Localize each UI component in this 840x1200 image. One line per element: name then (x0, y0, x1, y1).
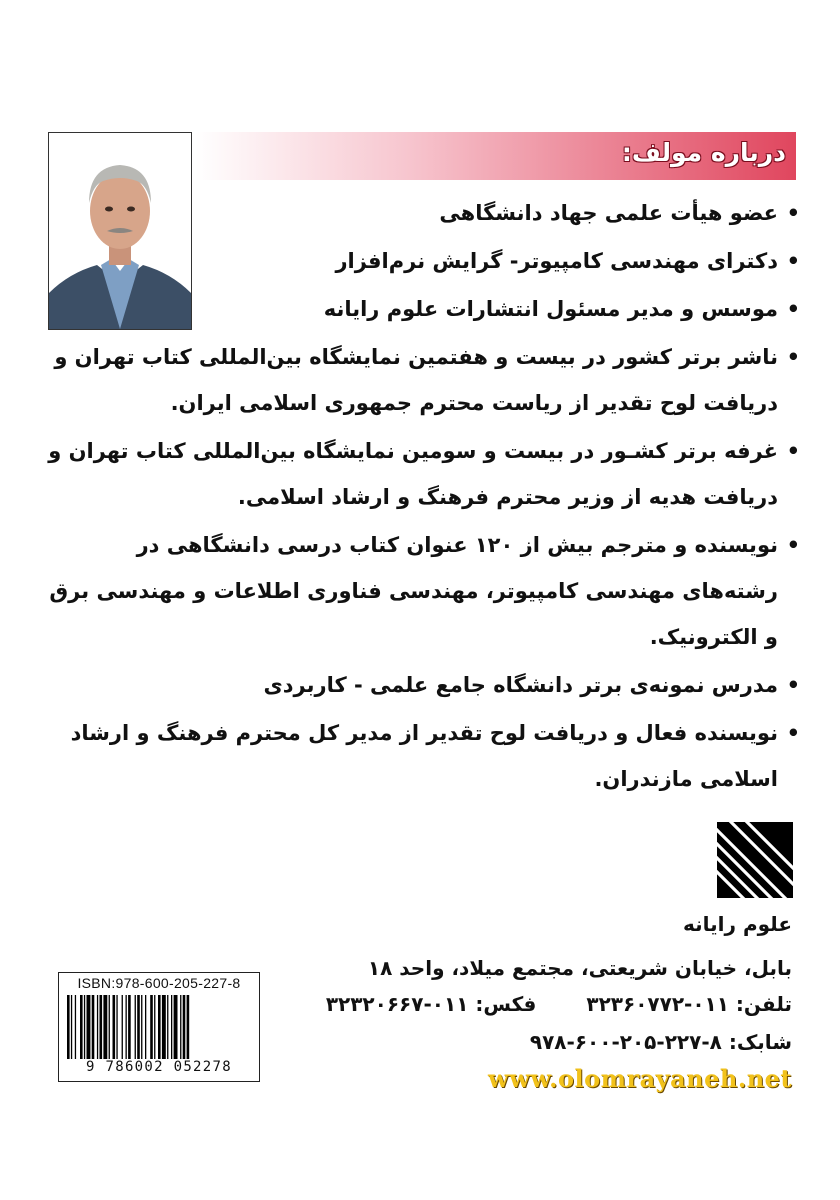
barcode-bar (162, 995, 166, 1059)
barcode-bar (183, 995, 186, 1059)
barcode-bar (135, 995, 136, 1059)
barcode-bar (80, 995, 83, 1059)
barcode-bar (103, 995, 107, 1059)
barcode-bars (65, 995, 253, 1059)
barcode-bar (122, 995, 123, 1059)
barcode-bar (171, 995, 172, 1059)
barcode-bar (87, 995, 91, 1059)
publisher-website[interactable]: www.olomrayaneh.net (488, 1064, 792, 1093)
barcode-bar (154, 995, 155, 1059)
bio-item: • ناشر برتر کشور در بیست و هفتمین نمایشگاه بین‌المللی کتاب تهران و دریافت لوح تقدیر از ریاست محترم جمهوری اسلامی ایران. (40, 334, 800, 426)
barcode-bar (167, 995, 168, 1059)
barcode-bar (128, 995, 131, 1059)
bio-item: • دکترای مهندسی کامپیوتر- گرایش نرم‌افزار (40, 238, 800, 284)
about-author-title: درباره مولف: (621, 138, 786, 167)
barcode-bar (141, 995, 142, 1059)
bio-item: • غرفه برتر کشـور در بیست و سومین نمایشگاه بین‌المللی کتاب تهران و دریافت هدیه از وزیر محترم فرهنگ و ارشاد اسلامی. (40, 428, 800, 520)
bio-item: • نویسنده فعال و دریافت لوح تقدیر از مدیر کل محترم فرهنگ و ارشاد اسلامی مازندران. (40, 710, 800, 802)
barcode-bar (116, 995, 117, 1059)
barcode-bar (67, 995, 70, 1059)
barcode-bar (158, 995, 161, 1059)
barcode-bar (145, 995, 146, 1059)
barcode-bar (150, 995, 153, 1059)
publisher-fax: فکس: ۰۱۱-۳۲۳۲۰۶۶۷ (325, 992, 537, 1016)
barcode-bar (113, 995, 116, 1059)
publisher-isbn: شابک: ۸-۲۲۷-۲۰۵-۶۰۰-۹۷۸ (529, 1030, 792, 1054)
isbn-label: ISBN:978-600-205-227-8 (77, 975, 241, 991)
bio-item: • نویسنده و مترجم بیش از ۱۲۰ عنوان کتاب درسی دانشگاهی در رشته‌های مهندسی کامپیوتر، مهندسی فناوری اطلاعات و مهندسی برق و الکترونیک. (40, 522, 800, 660)
barcode-bar (126, 995, 127, 1059)
barcode-bar (137, 995, 140, 1059)
publisher-logo (717, 822, 793, 898)
barcode-digits: 9 786002 052278 (86, 1059, 232, 1075)
barcode-bar (75, 995, 76, 1059)
author-bio-list (40, 190, 800, 804)
barcode-bar (180, 995, 181, 1059)
isbn-barcode (58, 972, 260, 1082)
barcode-bar (174, 995, 178, 1059)
barcode-bar (100, 995, 103, 1059)
publisher-contact (232, 992, 792, 1016)
barcode-bar (187, 995, 190, 1059)
publisher-name: علوم رایانه (682, 912, 792, 936)
barcode-bar (84, 995, 85, 1059)
about-author-header (196, 132, 796, 180)
publisher-phone: تلفن: ۰۱۱-۳۲۳۶۰۷۷۲ (586, 992, 792, 1016)
bio-item: • مدرس نمونه‌ی برتر دانشگاه جامع علمی - کاربردی (40, 662, 800, 708)
barcode-bar (71, 995, 72, 1059)
bio-item: • موسس و مدیر مسئول انتشارات علوم رایانه (40, 286, 800, 332)
publisher-address: بابل، خیابان شریعتی، مجتمع میلاد، واحد ۱۸ (367, 956, 792, 980)
barcode-bar (109, 995, 110, 1059)
barcode-bar (92, 995, 95, 1059)
barcode-bar (97, 995, 98, 1059)
bio-item: • عضو هیأت علمی جهاد دانشگاهی (40, 190, 800, 236)
